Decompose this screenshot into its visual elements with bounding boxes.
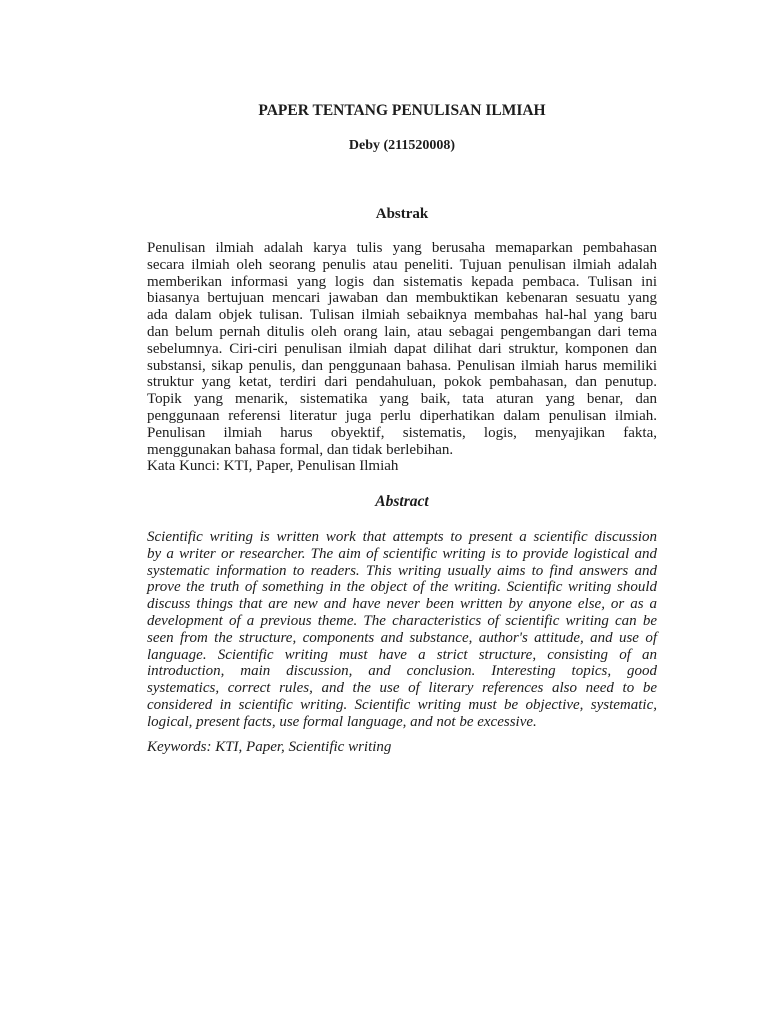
abstrak-line: biasanya bertujuan mencari jawaban dan membuktikan kebenaran sesuatu yang: [147, 290, 657, 307]
abstrak-line: dan belum pernah ditulis oleh orang lain, atau sebagai pengembangan dari tema: [147, 323, 657, 340]
abstrak-line: memberikan informasi yang logis dan sistematis kepada pembaca. Tulisan ini: [147, 273, 657, 290]
abstrak-line: ada dalam objek tulisan. Tulisan ilmiah sebaiknya membahas hal-hal yang baru: [147, 307, 657, 324]
paper-title: PAPER TENTANG PENULISAN ILMIAH: [258, 102, 546, 119]
abstrak-line: Penulisan ilmiah adalah karya tulis yang berusaha memaparkan pembahasan: [147, 240, 657, 256]
abstract-line: logical, present facts, use formal language, and not be excessive.: [147, 713, 537, 730]
abstrak-line: sebelumnya. Ciri-ciri penulisan ilmiah dapat dilihat dari struktur, komponen dan: [147, 340, 657, 357]
abstrak-heading: Abstrak: [375, 206, 429, 222]
abstrak-line: substansi, sikap penulis, dan penggunaan bahasa. Penulisan ilmiah harus memiliki: [147, 357, 657, 374]
abstract-line: discuss things that are new and have never been written by anyone else, or as a: [147, 596, 657, 613]
abstrak-line: secara ilmiah oleh seorang penulis atau peneliti. Tujuan penulisan ilmiah adalah: [147, 256, 657, 273]
kata-kunci: Kata Kunci: KTI, Paper, Penulisan Ilmiah: [147, 458, 399, 474]
abstrak-line: menggunakan bahasa formal, dan tidak berlebihan.: [147, 441, 454, 458]
abstract-line: systematic information to readers. This writing usually aims to find answers and: [147, 562, 657, 579]
abstract-line: by a writer or researcher. The aim of scientific writing is to provide logistical and: [147, 545, 657, 562]
abstract-line: seen from the structure, components and substance, author's attitude, and use of: [147, 629, 657, 646]
abstract-paragraph: [147, 529, 657, 731]
abstrak-line: Penulisan ilmiah harus obyektif, sistematis, logis, menyajikan fakta,: [147, 424, 657, 441]
abstract-line: prove the truth of something in the object of the writing. Scientific writing should: [147, 579, 657, 596]
author-name: Deby (211520008): [348, 138, 456, 153]
abstrak-line: penggunaan referensi literatur juga perlu diperhatikan dalam penulisan ilmiah.: [147, 407, 657, 424]
abstract-line: considered in scientific writing. Scientific writing must be objective, systematic,: [147, 696, 657, 713]
abstract-line: language. Scientific writing must have a strict structure, consisting of an: [147, 646, 657, 663]
abstract-heading: Abstract: [375, 493, 429, 510]
abstract-line: introduction, main discussion, and conclusion. Interesting topics, good: [147, 663, 657, 680]
abstrak-line: struktur yang ketat, terdiri dari pendahuluan, pokok pembahasan, dan penutup.: [147, 374, 657, 391]
abstract-line: systematics, correct rules, and the use of literary references also need to be: [147, 680, 657, 697]
keywords: Keywords: KTI, Paper, Scientific writing: [147, 739, 392, 755]
abstrak-line: Topik yang menarik, sistematika yang baik, tata aturan yang benar, dan: [147, 391, 657, 408]
abstract-line: development of a previous theme. The characteristics of scientific writing can be: [147, 612, 657, 629]
abstrak-paragraph: [147, 240, 657, 458]
abstract-line: Scientific writing is written work that attempts to present a scientific discussion: [147, 529, 657, 545]
